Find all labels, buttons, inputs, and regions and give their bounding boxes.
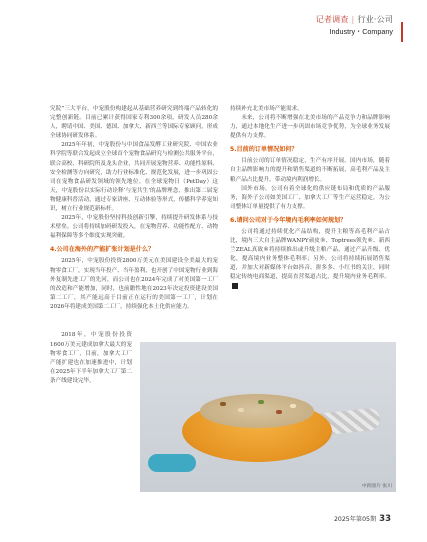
chew-toy: [148, 454, 196, 472]
question-4-heading: 4.公司在海外的产能扩张计划是什么？: [50, 246, 155, 254]
right-paragraph-4: 国外市场，公司有着全球化的供应链布局和优质的产品服务，海外子公司如美国工厂、加拿大工厂等生产运营稳定，为公司整体订单量提供了有力支撑。: [230, 185, 390, 210]
end-mark-icon: [232, 283, 238, 289]
left-paragraph-5: 2018年，中宠股份投资1600万美元建成加拿大最大的宠物零食工厂，目前，加拿大工厂产能扩建也在加速推进中，计划在2025年下半年加拿大工厂第二条产线建设完毕，: [50, 332, 132, 384]
header-rule: [401, 22, 403, 42]
page-footer: [334, 514, 391, 524]
question-5-heading: 5.目前的订单情况如何？: [230, 146, 298, 154]
right-paragraph-5: [230, 228, 390, 292]
page-number: 33: [379, 514, 391, 524]
left-paragraph-3: 2025年，中宠股份坚持科技创新引擎，持续提升研发体系与技术壁垒。公司将持续加码研发投入，在宠物营养、功能性配方、动物福利保障等多个维度实现突破。: [50, 215, 218, 240]
right-paragraph-5-text: 公司将通过持续优化产品结构，提升主粮等高毛利产品占比，境内三大自主品牌WANPY顽皮®、Toptrees领先®、新西兰ZEAL真致®将持续推出或升级主粮产品，通过产品升级、优化，提高境内业务整体毛利率；另外，公司将持续拓展销售渠道，并加大对新媒体平台如抖音、拼多多、小红书的关注，同时稳定传统电商渠道，提高直营渠道占比，提升境内业务毛利率。: [230, 228, 390, 281]
right-column: [230, 105, 390, 292]
section-name-en: Industry・Company: [329, 27, 393, 36]
right-paragraph-2: 未来，公司将不断增强在北美市场的产品竞争力和品牌影响力，通过本地化生产进一步巩固市场竞争优势，为全球业务发展提供有力支撑。: [230, 115, 390, 140]
kibble: [258, 400, 264, 404]
section-name: 行业·公司: [357, 15, 393, 24]
header-title-line: [316, 14, 393, 25]
right-paragraph-3: 目前公司的订单情况稳定，生产有序开展。国内市场，随着自主品牌影响力的提升和销售渠道的不断拓展，高毛利产品及主粮产品占比提升，带动境内利润增长。: [230, 158, 390, 183]
left-paragraph-2: 2025年年初，中宠股份与中国食品发酵工业研究院、中国农业科学院等联合发起成立全球首个宠物食品研究与检测公共服务平台，联合高校、科研院所及龙头企业，共同开展宠物营养、功能性原料、安全检测等方向研究，助力行业标准化、规范化发展，进一步巩固公司在宠物食品研发领域的领先地位。在全球宠物日（PetDay）这天，中宠股份以实际行动诠释‘与宠共生’的品牌理念，推出第二届宠物健康科普活动，通过专家讲座、互动体验等形式，传播科学养宠知识，树立行业规范新标杆。: [50, 142, 218, 213]
kibble: [238, 408, 244, 412]
left-paragraph-1: 究院”三大平台，中宠股份构建起从基础营养研究到终端产品转化的完整创新链。目前已累计获得国家专利300余项，研发人员280余人，聘请中国、美国、德国、加拿大、新西兰等国际专家顾问，形成全球协同研发体系。: [50, 106, 218, 140]
left-paragraph-4: 2025年，中宠股份投资2800万美元在美国建设全美最大的宠物零食工厂，实现当年投产、当年盈利，也开创了中国宠物行业到海外复制先进工厂的先河，而公司也在2024年完成了对美国第一工厂的改造和产能增加，同时，也前瞻性地在2023年决定投资建设美国第二工厂，其产能远高于目前正在运行的美国第一工厂，计划在2026年将建成美国第二工厂，持续强化本土化供应能力。: [50, 258, 218, 310]
right-paragraph-1: 持续补充北美市场产能需求。: [230, 106, 303, 112]
kibble: [276, 410, 282, 414]
page-header: [316, 14, 393, 37]
issue-label: 2025年第05期: [333, 516, 377, 523]
kibble: [290, 404, 296, 408]
photo-icon: [140, 342, 396, 492]
photo-caption: 中新图片 张川: [361, 484, 392, 489]
pet-food: [200, 394, 314, 428]
kibble: [220, 402, 226, 406]
header-separator: |: [351, 15, 355, 24]
column-name: 记者调查: [315, 15, 349, 24]
question-6-heading: 6.请问公司对于今年境内毛利率如何规划？: [230, 216, 347, 224]
